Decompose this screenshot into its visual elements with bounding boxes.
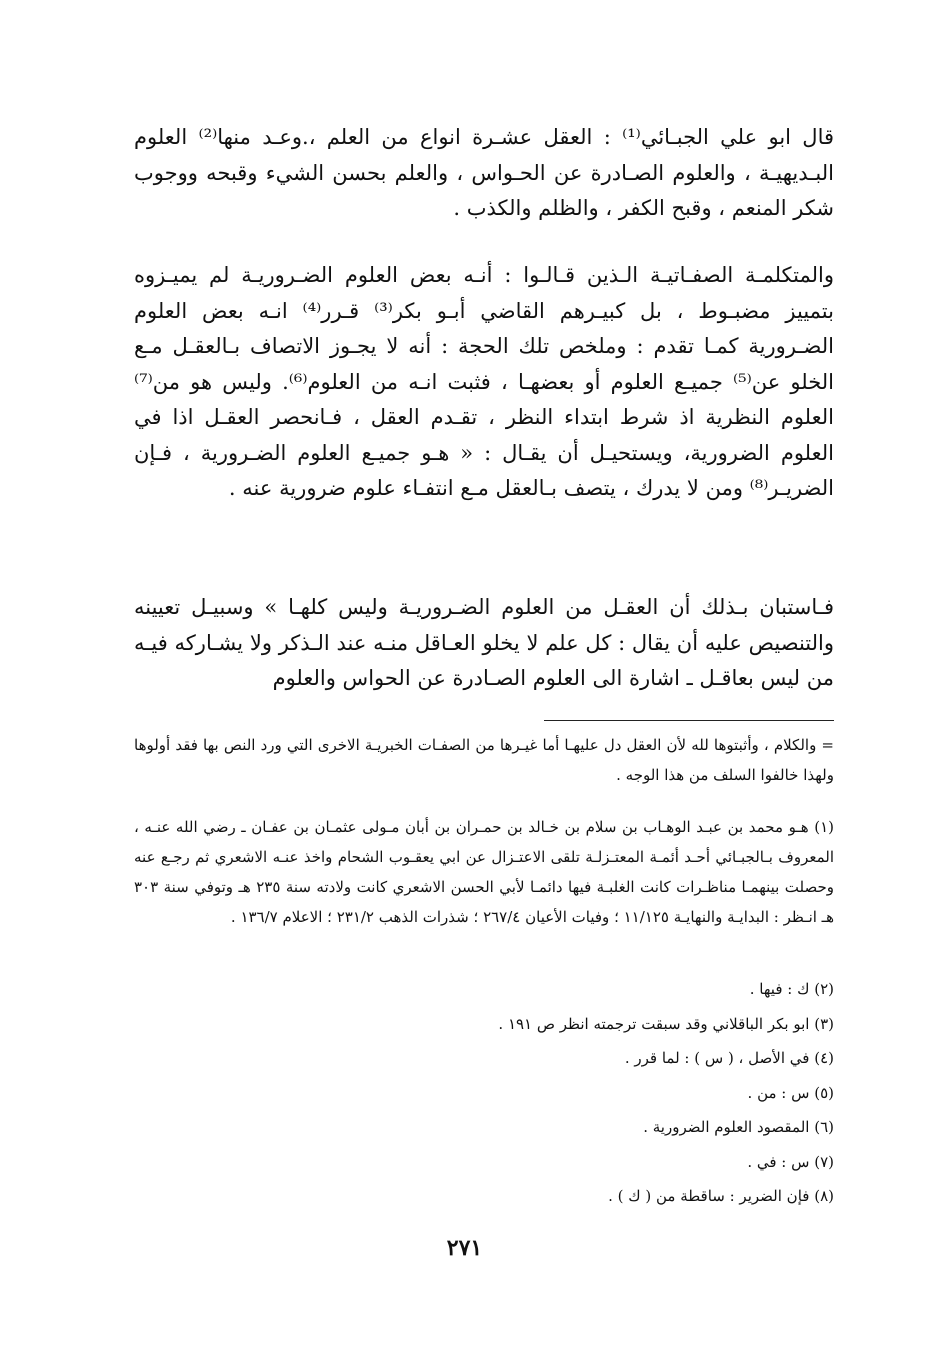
footnote-3 bbox=[134, 1007, 834, 1042]
page-number: ٢٧١ bbox=[446, 1235, 483, 1261]
footnote-text: ك : فيها . bbox=[749, 980, 810, 998]
footnote-number: (٦) bbox=[814, 1118, 834, 1136]
footnote-number: (٤) bbox=[814, 1049, 834, 1067]
footnote-6 bbox=[134, 1110, 834, 1145]
footnote-text: ابو بكر الباقلاني وقد سبقت ترجمته انظر ص ١٩١ . bbox=[498, 1014, 810, 1033]
footnote-text: المقصود العلوم الضرورية . bbox=[643, 1118, 810, 1136]
footnote-number: (١) bbox=[814, 818, 834, 836]
footnote-8 bbox=[134, 1179, 834, 1214]
footnote-text: فإن الضرير : ساقطة من ( ك ) . bbox=[608, 1187, 810, 1205]
footnote-7 bbox=[134, 1145, 834, 1180]
footnote-number: (٨) bbox=[814, 1187, 834, 1205]
body-paragraph-2: والمتكلمـة الصفـاتيـة الـذين قـالـوا : أنـه بعض العلوم الضـروريـة لم يميـزوه بتمييز مضبـوط ، بل كبيـرهم القاضي أبـو بكر⁽³⁾ قـرر⁽⁴⁾ انـه بعض العلوم الضـرورية كمـا تقدم : وملخص تلك الحجة : أنه لا يجـوز الاتصاف بـالعقـل مـع الخلو عن⁽⁵⁾ جميـع العلوم أو بعضهـا ، فثبت انـه من العلوم⁽⁶⁾. وليس هو من⁽⁷⁾ العلوم النظرية اذ شرط ابتداء النظر ، تقـدم العقل ، فـانحصر العقـل اذا في العلوم الضرورية، ويستحيـل أن يقـال : « هـو جميـع العلوم الضـرورية ، فـإن الضريـر⁽⁸⁾ ومن لا يدرك ، يتصف بـالعقل مـع انتفـاء علوم ضرورية عنه . bbox=[134, 263, 834, 500]
body-paragraph-1: قال ابو علي الجبـائي⁽¹⁾ : العقل عشـرة انواع من العلم ،.وعـد منها⁽²⁾ العلوم البـديهيـة ، والعلوم الصـادرة عن الحـواس ، والعلم بحسن الشيء وقبحه ووجوب شكر المنعم ، وقبح الكفر ، والظلم والكذب . bbox=[134, 125, 835, 220]
footnote-number: (٥) bbox=[814, 1083, 834, 1102]
footnote-text: في الأصل ، ( س ) : لما قرر . bbox=[624, 1049, 810, 1067]
footnote-divider bbox=[544, 720, 834, 721]
footnote-number: (٢) bbox=[814, 980, 834, 998]
footnote-2 bbox=[134, 972, 834, 1007]
footnote-text: س : في . bbox=[747, 1152, 810, 1171]
footnote-text: س : من . bbox=[747, 1083, 810, 1102]
footnote-list bbox=[134, 972, 834, 1214]
footnote-continuation: = والكلام ، وأثبتوها لله لأن العقل دل عليهـا أما غيـرها من الصفـات الخبريـة الاخرى التي ورد النص بها فقد أولوها ولهذا خالفوا السلف من هذا الوجه . bbox=[134, 736, 834, 784]
footnote-5 bbox=[134, 1076, 834, 1111]
footnote-number: (٧) bbox=[814, 1152, 834, 1171]
footnote-4 bbox=[134, 1041, 834, 1076]
footnote-number: (٣) bbox=[814, 1014, 834, 1033]
body-paragraph-3: فـاستبان بـذلك أن العقـل من العلوم الضـروريـة وليس كلهـا » وسبيـل تعيينه والتنصيص عليه أن يقال : كل علم لا يخلو العـاقل منـه عند الـذكر ولا يشـاركه فيـه من ليس بعاقـل ـ اشارة الى العلوم الصـادرة عن الحواس والعلوم bbox=[134, 595, 834, 690]
footnote-text: هـو محمد بن عبـد الوهـاب بن سلام بن خـالد بن حمـران بن أبان مـولى عثمـان بن عفـان ـ رضي الله عنـه ، المعروف بـالجبـائي أحـد أئمـة المعتـزلـة تلقى الاعتـزال عن ابي يعقـوب الشحام واخذ عنـه الاشعري ثم رجـع عنه وحصلت بينهمـا مناظـرات كانت الغلبـة فيها دائمـا لأبي الحسن الاشعري كانت ولادته سنة ٢٣٥ هـ وتوفي سنة ٣٠٣ هـ انـظر : البدايـة والنهايـة ١١/١٢٥ ؛ وفيات الأعيان ٢٦٧/٤ ؛ شذرات الذهب ٢٣١/٢ ؛ الاعلام ١٣٦/٧ . bbox=[134, 818, 835, 926]
footnote-1 bbox=[134, 812, 834, 932]
